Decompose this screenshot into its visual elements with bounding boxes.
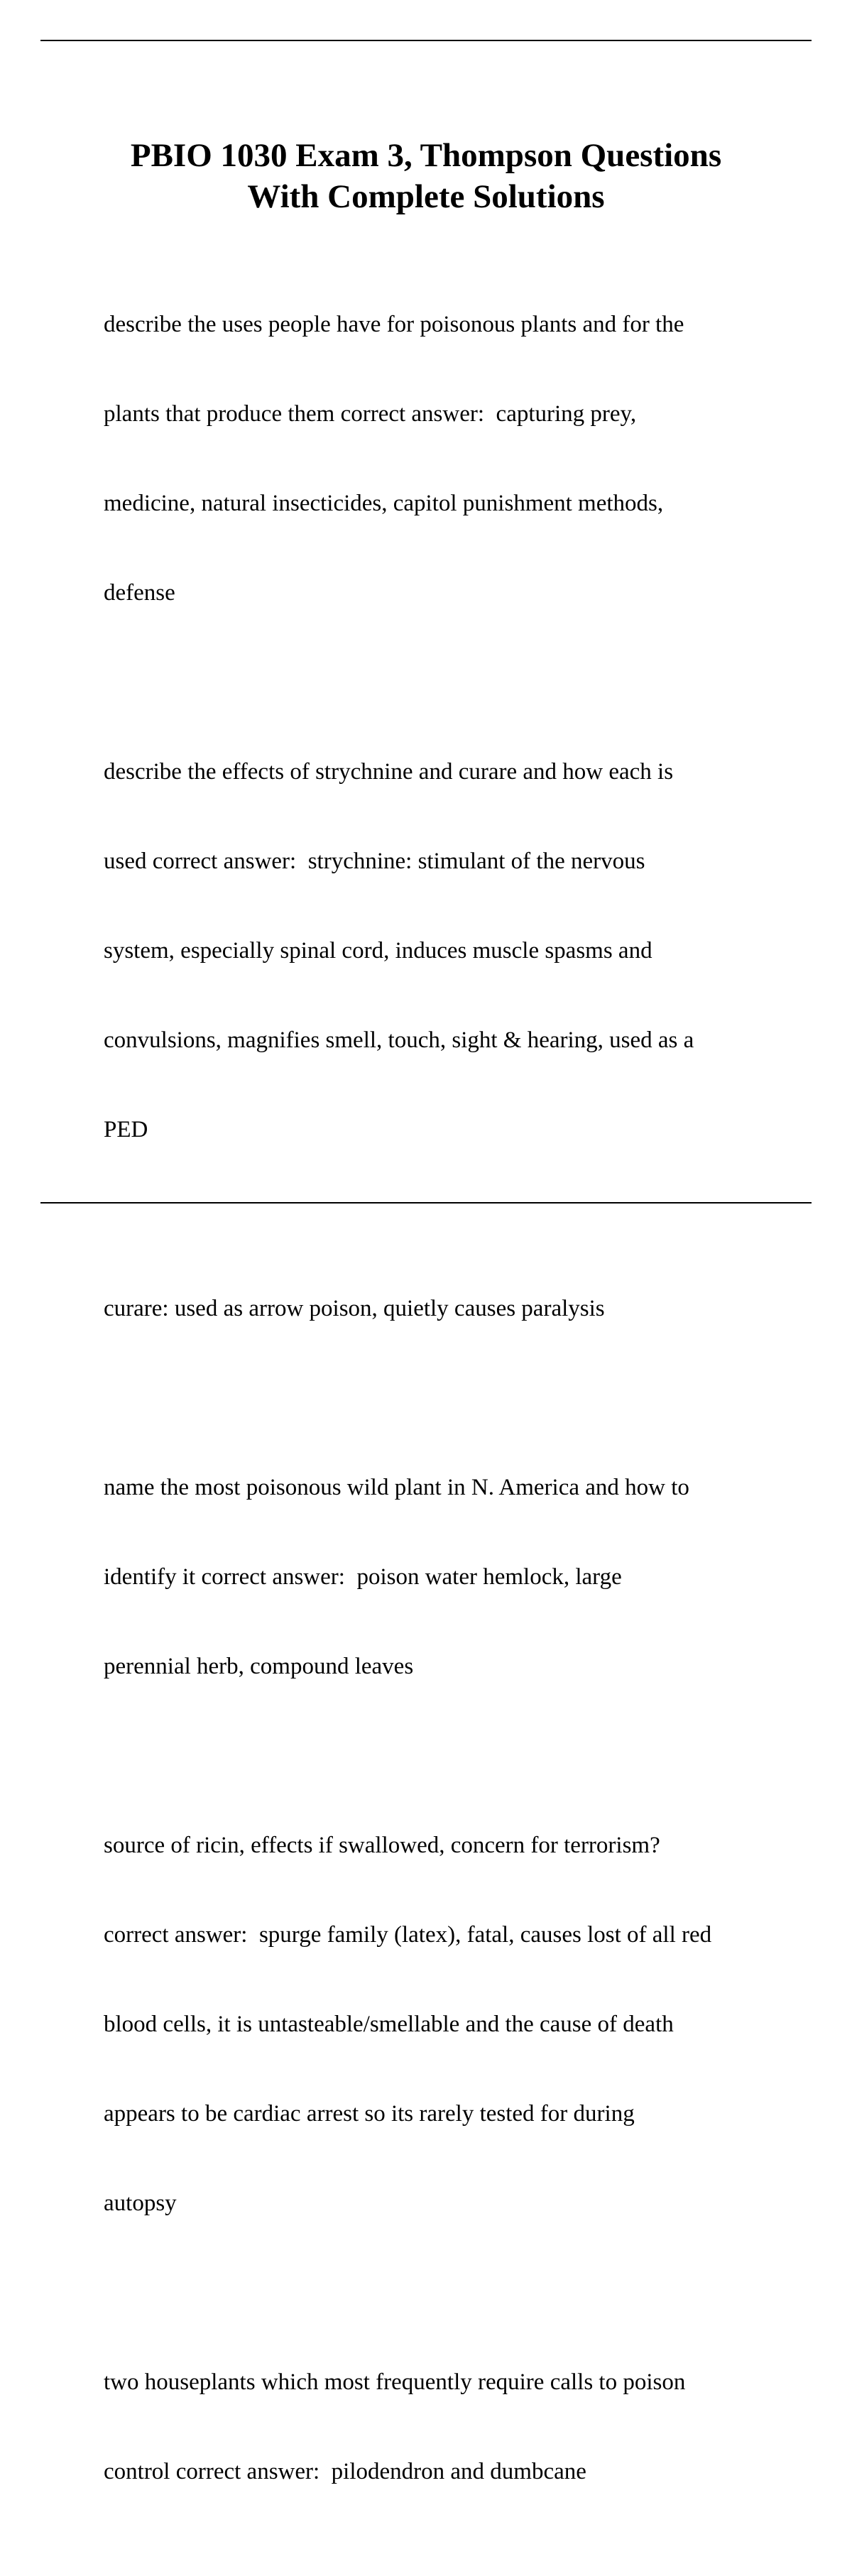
text-line: PED: [104, 1117, 148, 1142]
text-line: curare: used as arrow poison, quietly causes paralysis: [104, 1296, 605, 1321]
text-line: blood cells, it is untasteable/smellable and the cause of death: [104, 2012, 674, 2037]
text-line: medicine, natural insecticides, capitol punishment methods,: [104, 491, 664, 516]
page-title: [71, 135, 781, 217]
title-line-2: With Complete Solutions: [247, 178, 605, 215]
question-paragraph: [104, 697, 785, 1204]
question-paragraph: [104, 1413, 785, 1741]
text-line: correct answer: spurge family (latex), fatal, causes lost of all red: [104, 1922, 712, 1948]
question-list: [104, 250, 785, 2576]
text-line: control correct answer: pilodendron and dumbcane: [104, 2459, 586, 2484]
text-line: appears to be cardiac arrest so its rarely tested for during: [104, 2101, 635, 2127]
text-line: name the most poisonous wild plant in N. America and how to: [104, 1475, 689, 1500]
text-line: perennial herb, compound leaves: [104, 1654, 414, 1679]
question-paragraph: [104, 1234, 785, 1383]
text-line: convulsions, magnifies smell, touch, sight & hearing, used as a: [104, 1027, 694, 1053]
top-rule: [40, 40, 812, 41]
question-paragraph: [104, 2308, 785, 2546]
text-line: defense: [104, 580, 175, 606]
text-line: describe the uses people have for poisonous plants and for the: [104, 312, 684, 337]
text-line: source of ricin, effects if swallowed, concern for terrorism?: [104, 1833, 660, 1858]
text-line: describe the effects of strychnine and curare and how each is: [104, 759, 674, 785]
text-line: used correct answer: strychnine: stimulant of the nervous: [104, 848, 645, 874]
question-paragraph: [104, 250, 785, 667]
text-line: identify it correct answer: poison water hemlock, large: [104, 1564, 622, 1590]
question-paragraph: [104, 1771, 785, 2278]
text-line: two houseplants which most frequently require calls to poison: [104, 2369, 686, 2395]
bottom-rule: [40, 1202, 812, 1204]
title-line-1: PBIO 1030 Exam 3, Thompson Questions: [130, 137, 722, 174]
text-line: plants that produce them correct answer: capturing prey,: [104, 401, 637, 427]
text-line: system, especially spinal cord, induces muscle spasms and: [104, 938, 652, 964]
text-line: autopsy: [104, 2190, 177, 2216]
